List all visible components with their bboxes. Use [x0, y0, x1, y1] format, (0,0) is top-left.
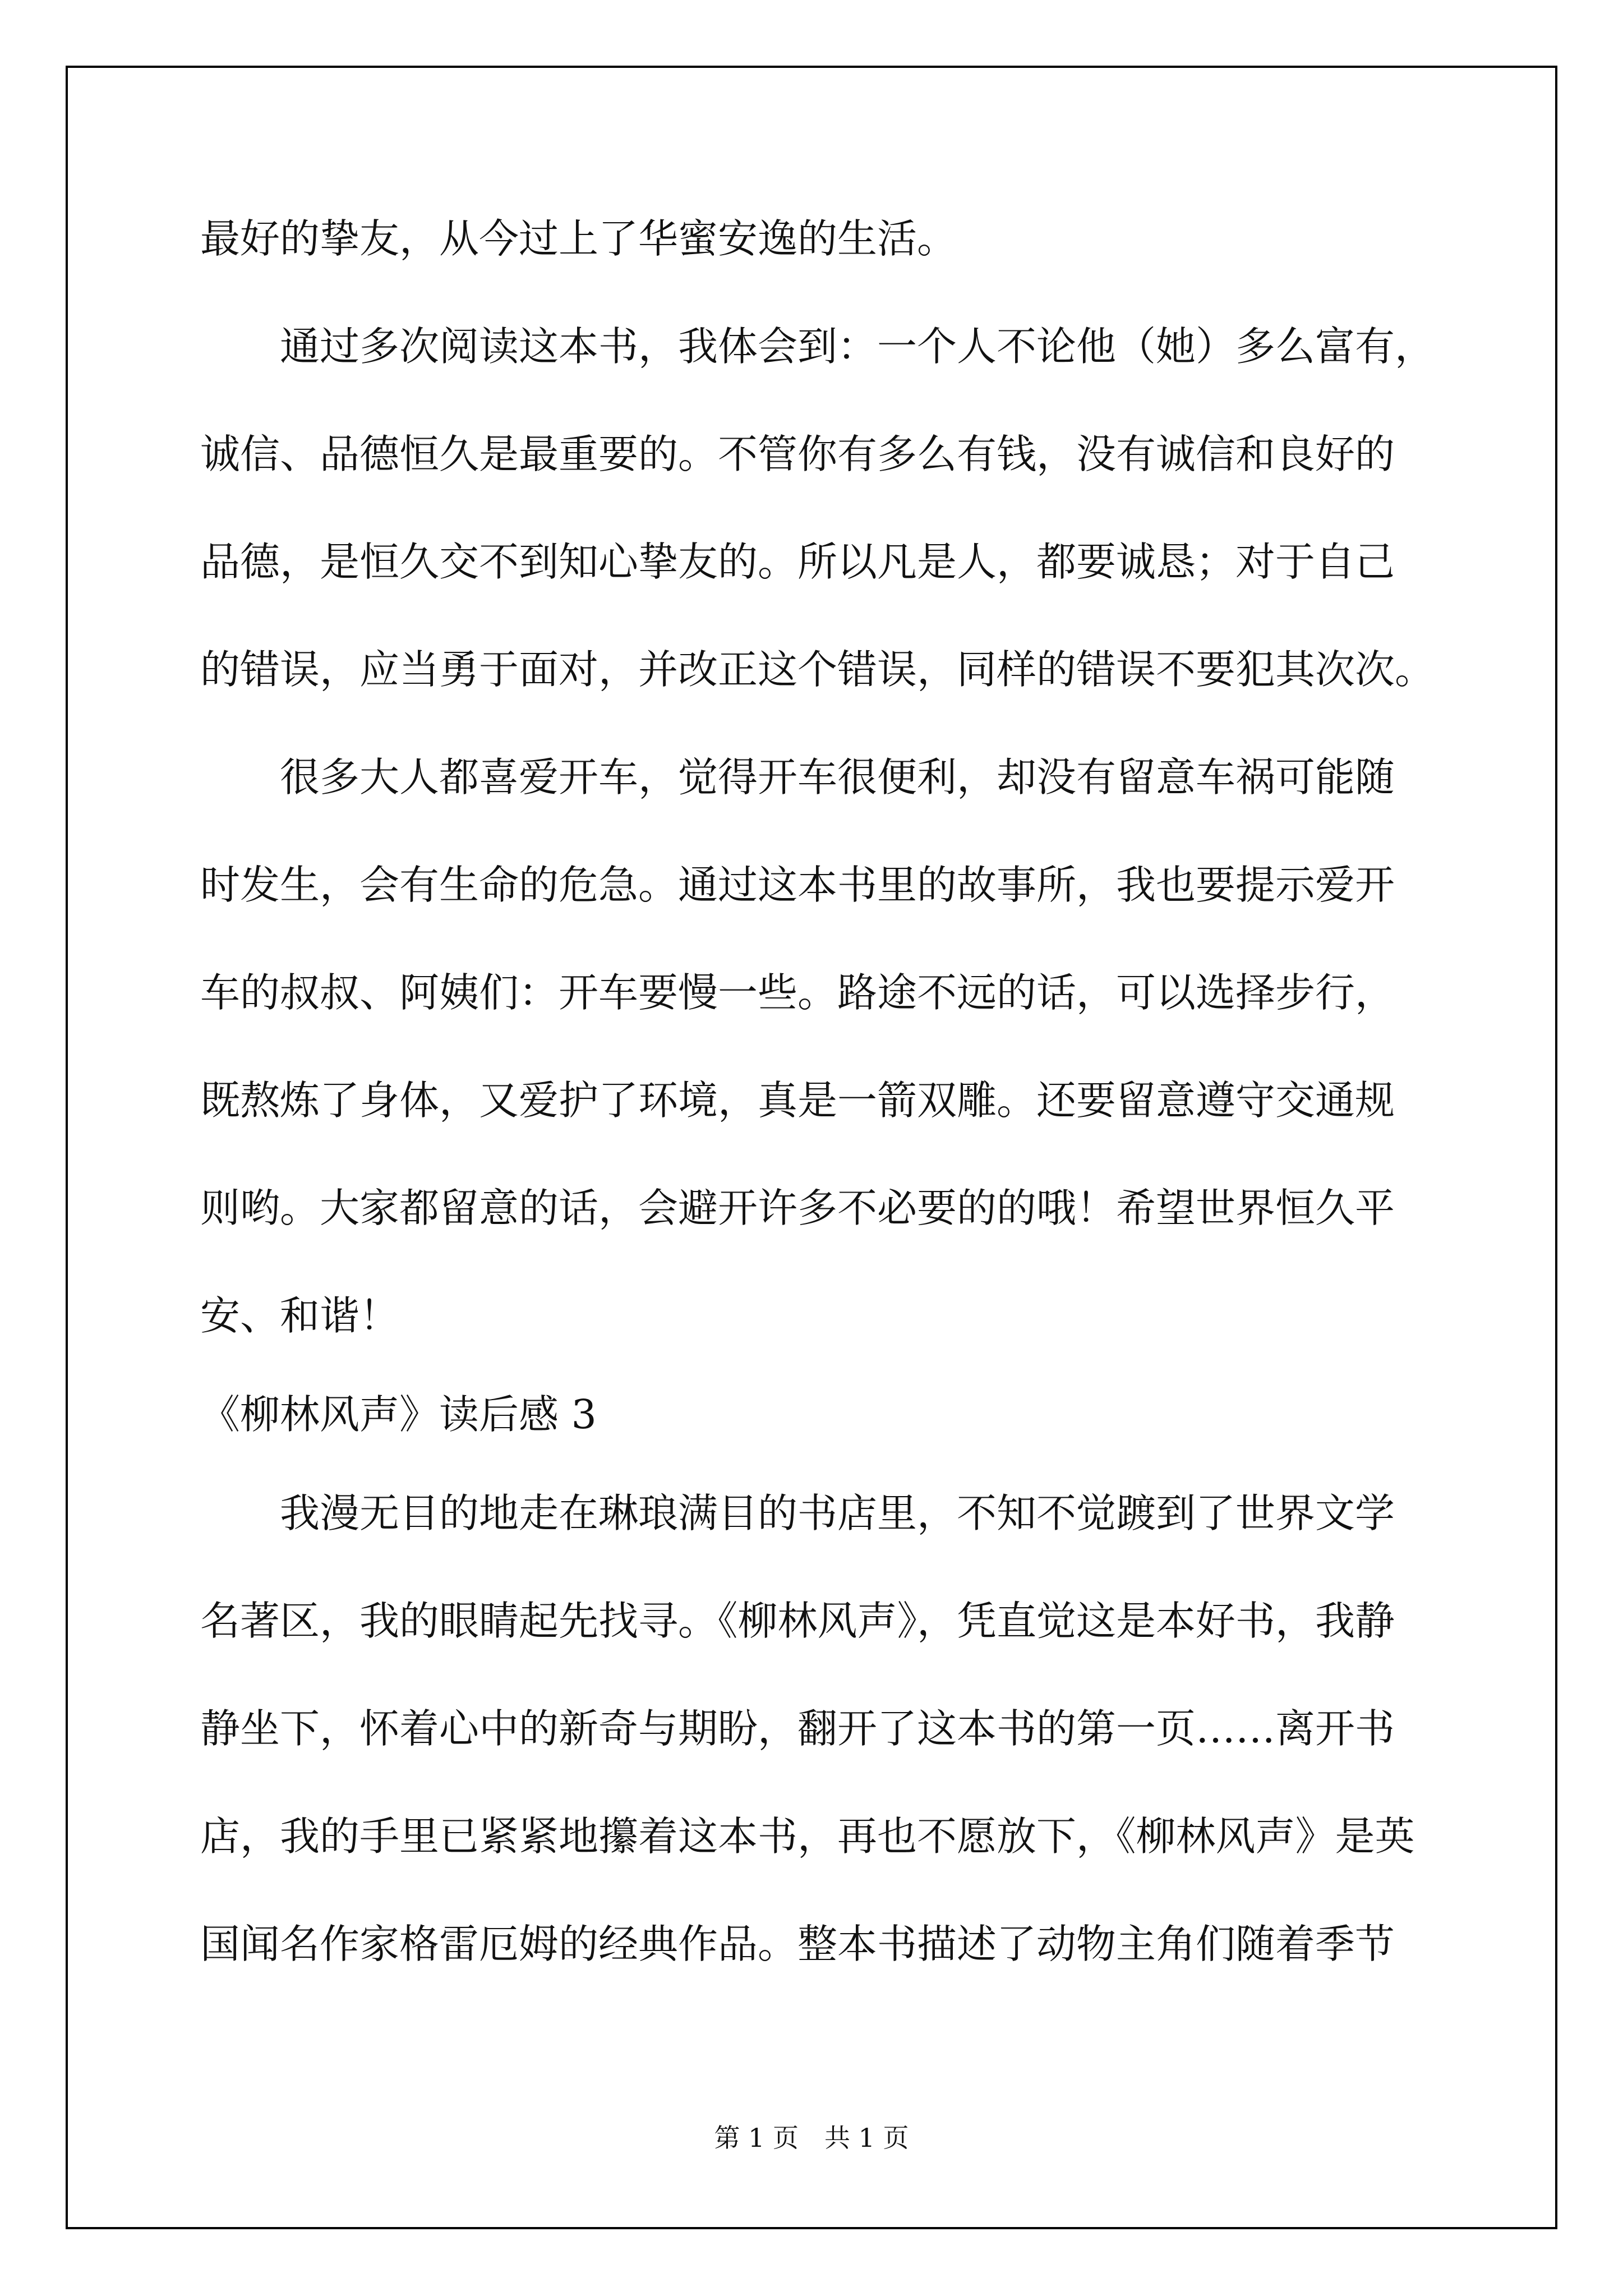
text-line: 通过多次阅读这本书，我体会到：一个人不论他（她）多么富有，: [280, 323, 1435, 370]
document-body: [200, 185, 1437, 1998]
text-line: 品德，是恒久交不到知心挚友的。所以凡是人，都要诚恳；对于自己: [200, 539, 1395, 585]
text-line: 诚信、品德恒久是最重要的。不管你有多么有钱，没有诚信和良好的: [200, 431, 1395, 477]
text-line: 安、和谐！: [200, 1292, 400, 1339]
text-line: 最好的挚友，从今过上了华蜜安逸的生活。: [200, 215, 957, 262]
text-line: 我漫无目的地走在琳琅满目的书店里，不知不觉踱到了世界文学: [280, 1490, 1395, 1536]
text-line: 时发生，会有生命的危急。通过这本书里的故事所，我也要提示爱开: [200, 862, 1395, 908]
text-line: 店，我的手里已紧紧地攥着这本书，再也不愿放下，《柳林风声》是英: [200, 1813, 1415, 1860]
text-line: 很多大人都喜爱开车，觉得开车很便利，却没有留意车祸可能随: [280, 754, 1395, 800]
text-line: 车的叔叔、阿姨们：开车要慢一些。路途不远的话，可以选择步行，: [200, 969, 1395, 1016]
section-heading: 《柳林风声》读后感 3: [200, 1391, 597, 1438]
page-footer: 第 1 页 共 1 页: [714, 2123, 909, 2153]
text-line: 名著区，我的眼睛起先找寻。《柳林风声》，凭直觉这是本好书，我静: [200, 1598, 1395, 1644]
text-line: 既熬炼了身体，又爱护了环境，真是一箭双雕。还要留意遵守交通规: [200, 1077, 1395, 1124]
text-line: 的错误，应当勇于面对，并改正这个错误，同样的错误不要犯其次次。: [200, 646, 1435, 693]
text-line: 静坐下，怀着心中的新奇与期盼，翻开了这本书的第一页……离开书: [200, 1705, 1395, 1752]
text-line: 国闻名作家格雷厄姆的经典作品。整本书描述了动物主角们随着季节: [200, 1921, 1395, 1967]
text-line: 则哟。大家都留意的话，会避开许多不必要的的哦！希望世界恒久平: [200, 1185, 1395, 1231]
